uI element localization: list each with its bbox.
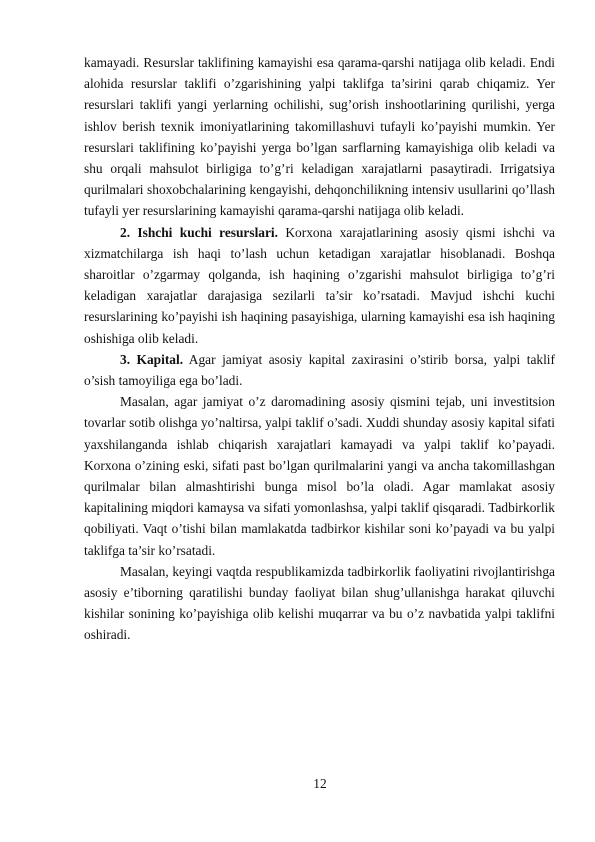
paragraph-text: Masalan, keyingi vaqtda respublikamizda tadbirkorlik faoliyatini rivojlantirishga asosiy e’tiborning qaratilishi bunday faoliyat bilan shug’ullanishga harakat qiluvchi kishilar sonining ko’payishiga olib kelishi muqarrar va bu o’z navbatida yalpi taklifni oshiradi. bbox=[84, 563, 555, 643]
paragraph-entrepreneurship-example bbox=[84, 561, 555, 646]
section-heading-labor: 2. Ishchi kuchi resurslari. bbox=[120, 224, 279, 240]
paragraph-capital-example bbox=[84, 391, 555, 561]
paragraph-land-resources bbox=[84, 52, 555, 222]
body-text bbox=[84, 52, 555, 646]
paragraph-labor-resources bbox=[84, 222, 555, 349]
paragraph-text: kamayadi. Resurslar taklifining kamayishi esa qarama-qarshi natijaga olib keladi. Endi alohida resurslar taklifi o’zgarishining yalpi taklifga ta’sirini qarab chiqamiz. Yer resurslari taklifi yangi yerlarning ochilishi, sug’orish inshootlarining qurilishi, yerga ishlov berish texnik imoniyatlarining takomillashuvi tufayli ko’payishi mumkin. Yer resurslari taklifining ko’payishi yerga bo’lgan sarflarning kamayishiga olib keladi va shu orqali mahsulot birligiga to’g’ri keladigan xarajatlarni pasaytiradi. Irrigatsiya qurilmalari shoxobchalarining kengayishi, dehqonchilikning intensiv usullarini qo’llash tufayli yer resurslarining kamayishi qarama-qarshi natijaga olib keladi. bbox=[84, 55, 555, 219]
paragraph-text: Agar jamiyat asosiy kapital zaxirasini o’stirib borsa, yalpi taklif o’sish tamoyiliga ega bo’ladi. bbox=[84, 351, 555, 389]
page-number: 12 bbox=[313, 776, 327, 791]
paragraph-text: Masalan, agar jamiyat o’z daromadining asosiy qismini tejab, uni investitsion tovarlar sotib olishga yo’naltirsa, yalpi taklif o’sadi. Xuddi shunday asosiy kapital sifati yaxshilanganda ishlab chiqarish xarajatlari kamayadi va yalpi taklif ko’payadi. Korxona o’zining eski, sifati past bo’lgan qurilmalarini yangi va ancha takomillashgan qurilmalar bilan almashtirishi bunga misol bo’la oladi. Agar mamlakat asosiy kapitalining miqdori kamaysa va sifati yomonlashsa, yalpi taklif qisqaradi. Tadbirkorlik qobiliyati. Vaqt o’tishi bilan mamlakatda tadbirkor kishilar soni ko’payadi va bu yalpi taklifga ta’sir ko’rsatadi. bbox=[84, 394, 555, 558]
section-heading-capital: 3. Kapital. bbox=[120, 351, 184, 367]
paragraph-text: Korxona xarajatlarining asosiy qismi ishchi va xizmatchilarga ish haqi to’lash uchun ketadigan xarajatlar hisoblanadi. Boshqa sharoitlar o’zgarmay qolganda, ish haqining o’zgarishi mahsulot birligiga to’g’ri keladigan xarajatlar darajasiga sezilarli ta’sir ko’rsatadi. Mavjud ishchi kuchi resurslarining ko’payishi ish haqining pasayishiga, ularning kamayishi esa ish haqining oshishiga olib keladi. bbox=[84, 224, 555, 346]
paragraph-capital bbox=[84, 349, 555, 391]
